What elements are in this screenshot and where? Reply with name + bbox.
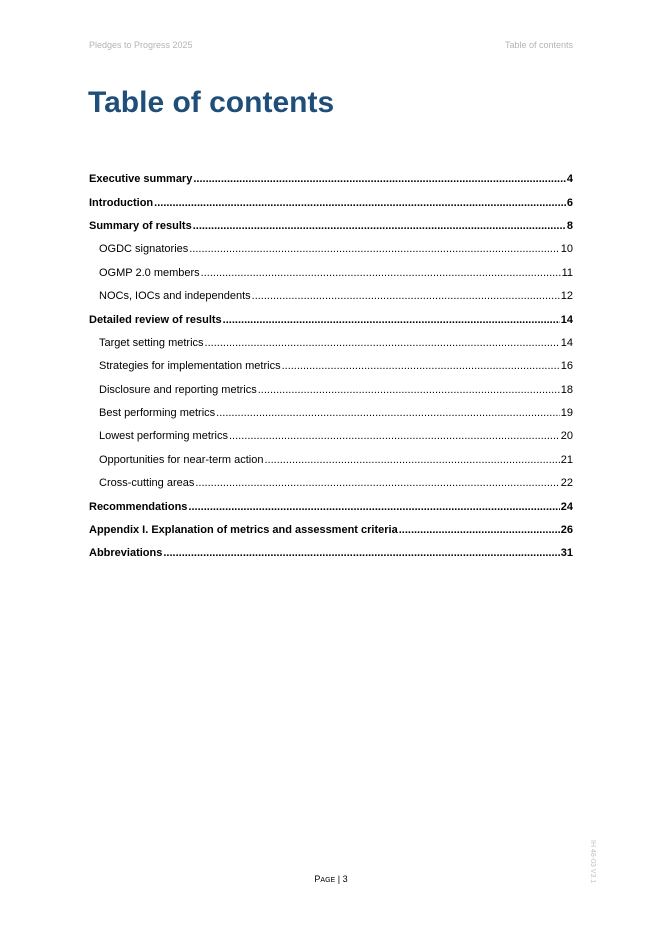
page-title: Table of contents bbox=[88, 86, 335, 119]
page-label-initial: P bbox=[314, 874, 321, 884]
toc-leader-dots bbox=[189, 242, 559, 257]
toc-entry-title: Appendix I. Explanation of metrics and assessment criteria bbox=[89, 524, 398, 537]
toc-entry-title: Cross-cutting areas bbox=[99, 477, 195, 490]
page-separator: | bbox=[335, 874, 343, 884]
toc-entry-page: 6 bbox=[566, 196, 573, 209]
toc-leader-dots bbox=[216, 406, 560, 421]
toc-entry-page: 14 bbox=[560, 336, 573, 349]
toc-entry[interactable] bbox=[89, 495, 573, 518]
toc-entry-page: 31 bbox=[560, 547, 573, 560]
document-code: IH 48-03 V3.1 bbox=[589, 840, 596, 884]
toc-entry[interactable] bbox=[89, 238, 573, 261]
toc-entry-title: Best performing metrics bbox=[99, 407, 216, 420]
toc-entry-title: OGMP 2.0 members bbox=[99, 266, 200, 279]
toc-entry[interactable] bbox=[89, 215, 573, 238]
toc-entry-title: Opportunities for near-term action bbox=[99, 453, 264, 466]
table-of-contents bbox=[89, 168, 573, 566]
toc-entry-title: Lowest performing metrics bbox=[99, 430, 228, 443]
toc-entry[interactable] bbox=[89, 191, 573, 214]
page-number: 3 bbox=[342, 874, 348, 884]
toc-entry-title: Introduction bbox=[89, 196, 154, 209]
toc-entry-page: 4 bbox=[566, 173, 573, 186]
toc-entry[interactable] bbox=[89, 332, 573, 355]
toc-leader-dots bbox=[205, 336, 560, 351]
toc-leader-dots bbox=[163, 546, 559, 561]
toc-entry-page: 21 bbox=[560, 453, 573, 466]
toc-leader-dots bbox=[193, 172, 566, 187]
toc-leader-dots bbox=[201, 266, 561, 281]
toc-entry[interactable] bbox=[89, 425, 573, 448]
toc-entry-title: Disclosure and reporting metrics bbox=[99, 383, 257, 396]
toc-entry[interactable] bbox=[89, 449, 573, 472]
toc-leader-dots bbox=[229, 429, 560, 444]
toc-entry-page: 16 bbox=[560, 360, 573, 373]
toc-entry-title: Abbreviations bbox=[89, 547, 163, 560]
toc-leader-dots bbox=[193, 219, 566, 234]
toc-entry[interactable] bbox=[89, 262, 573, 285]
toc-entry[interactable] bbox=[89, 168, 573, 191]
toc-entry[interactable] bbox=[89, 285, 573, 308]
page-footer bbox=[0, 874, 662, 884]
toc-entry[interactable] bbox=[89, 355, 573, 378]
toc-leader-dots bbox=[258, 383, 560, 398]
toc-entry-page: 24 bbox=[560, 500, 573, 513]
toc-entry-page: 26 bbox=[560, 524, 573, 537]
toc-entry-title: Summary of results bbox=[89, 219, 192, 232]
page-label-rest: AGE bbox=[320, 877, 336, 884]
toc-entry-title: Recommendations bbox=[89, 500, 188, 513]
toc-entry-page: 12 bbox=[560, 290, 573, 303]
toc-leader-dots bbox=[282, 359, 560, 374]
toc-entry-page: 20 bbox=[560, 430, 573, 443]
toc-entry-title: Executive summary bbox=[89, 173, 193, 186]
toc-entry[interactable] bbox=[89, 472, 573, 495]
toc-leader-dots bbox=[264, 453, 559, 468]
running-header-left: Pledges to Progress 2025 bbox=[89, 40, 193, 50]
toc-entry-title: Target setting metrics bbox=[99, 336, 204, 349]
toc-entry-page: 22 bbox=[560, 477, 573, 490]
toc-leader-dots bbox=[154, 196, 566, 211]
toc-entry-title: NOCs, IOCs and independents bbox=[99, 290, 251, 303]
toc-leader-dots bbox=[399, 523, 560, 538]
toc-entry-page: 11 bbox=[561, 266, 573, 279]
toc-leader-dots bbox=[252, 289, 560, 304]
toc-entry-title: Detailed review of results bbox=[89, 313, 222, 326]
toc-leader-dots bbox=[188, 500, 559, 515]
toc-leader-dots bbox=[223, 313, 560, 328]
toc-entry-title: Strategies for implementation metrics bbox=[99, 360, 281, 373]
toc-entry[interactable] bbox=[89, 402, 573, 425]
toc-entry[interactable] bbox=[89, 379, 573, 402]
toc-entry-page: 14 bbox=[560, 313, 573, 326]
toc-entry[interactable] bbox=[89, 542, 573, 565]
toc-entry-page: 10 bbox=[560, 243, 573, 256]
toc-entry[interactable] bbox=[89, 519, 573, 542]
running-header-right: Table of contents bbox=[504, 40, 573, 50]
toc-entry-page: 8 bbox=[566, 219, 573, 232]
toc-entry-page: 18 bbox=[560, 383, 573, 396]
toc-entry[interactable] bbox=[89, 308, 573, 331]
toc-entry-page: 19 bbox=[560, 407, 573, 420]
toc-entry-title: OGDC signatories bbox=[99, 243, 189, 256]
toc-leader-dots bbox=[195, 476, 559, 491]
